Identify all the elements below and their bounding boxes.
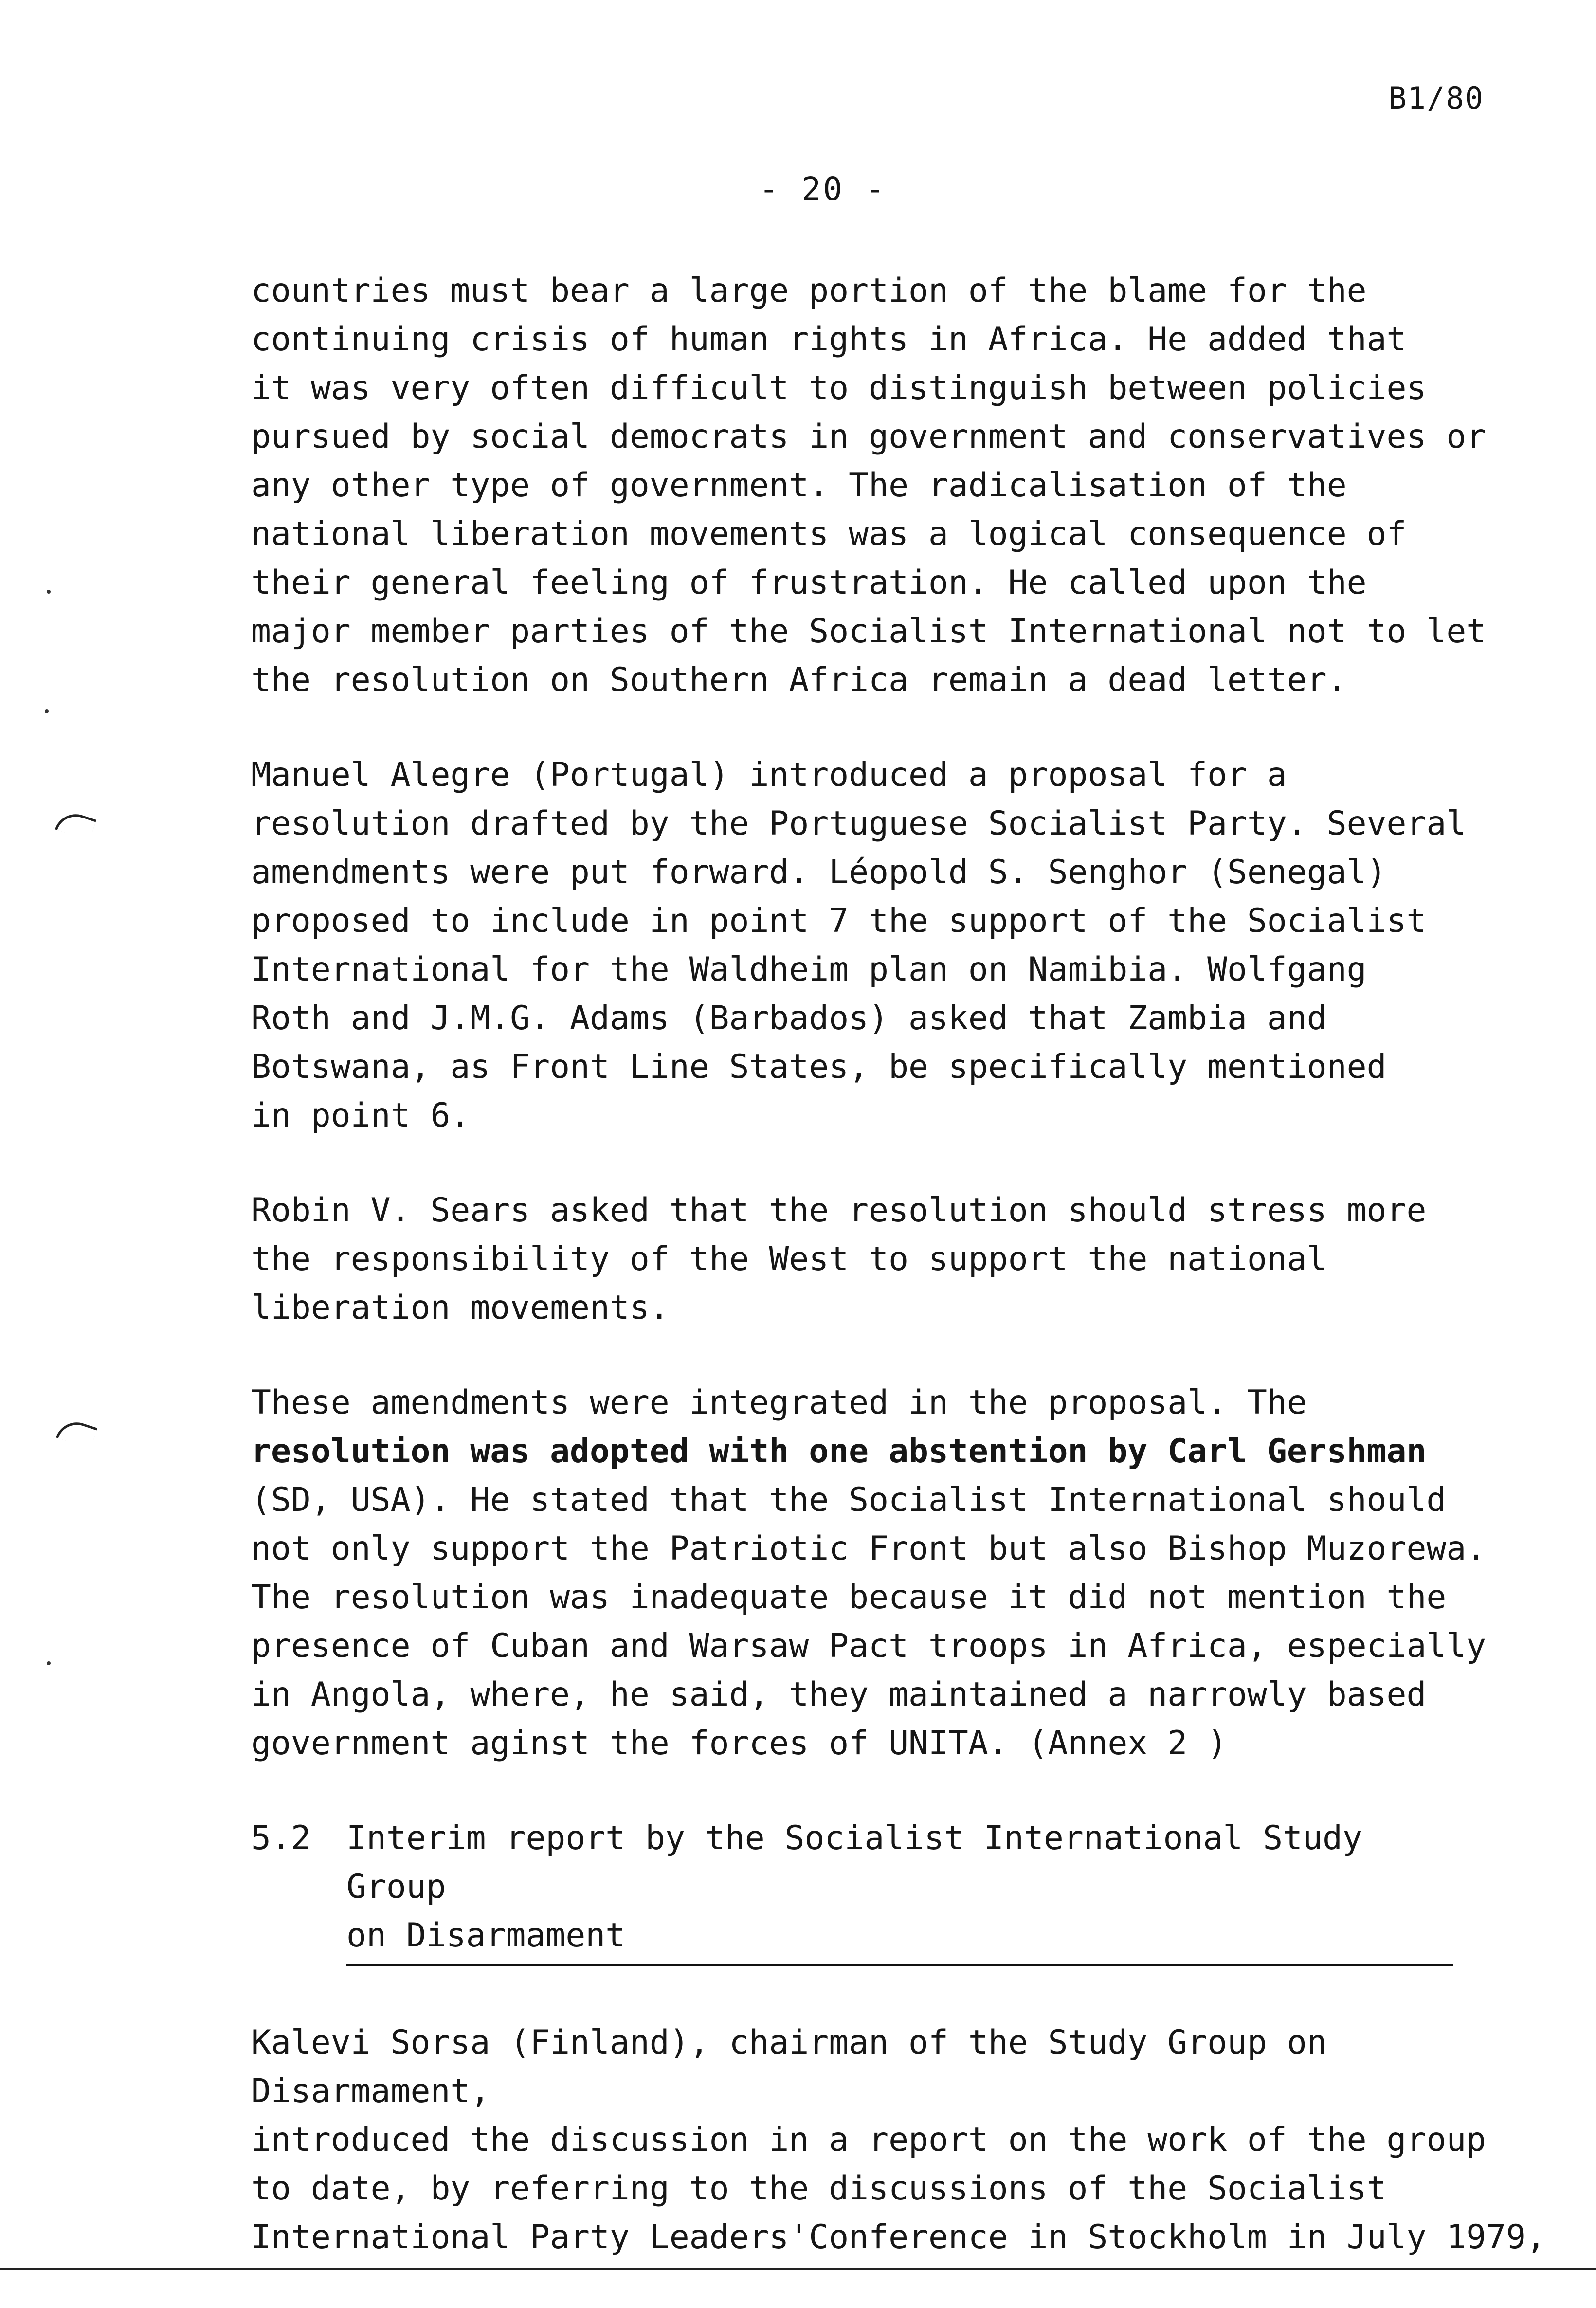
scan-speck [45,709,49,713]
section-title: Interim report by the Socialist International Study Group on Disarmament [346,1819,1362,1955]
paragraph-4-bold: resolution was adopted with one abstention by Carl Gershman [251,1432,1427,1471]
paragraph-4 [251,1379,1575,1768]
section-heading [251,1814,1453,1960]
margin-mark [56,1417,97,1449]
section-number: 5.2 [251,1819,311,1857]
paragraph-2: Manuel Alegre (Portugal) introduced a proposal for a resolution drafted by the Portuguese Socialist Party. Several amendments were put forward. Léopold S. Senghor (Senegal) proposed to include in point 7 the support of the Socialist International for the Waldheim plan on Namibia. Wolfgang Roth and J.M.G. Adams (Barbados) asked that Zambia and Botswana, as Front Line States, be specifically mentioned in point 6. [251,756,1467,1135]
paragraph-4-start: These amendments were integrated in the proposal. The [251,1383,1307,1422]
document-reference: B1/80 [1388,80,1484,116]
body-text [251,267,1575,2308]
paragraph-4-end: (SD, USA). He stated that the Socialist International should not only support the Patriotic Front but also Bishop Muzorewa. The resolution was inadequate because it did not mention the presence of Cuban and Warsaw Pact troops in Africa, especially in Angola, where, he said, they maintained a narrowly based government aginst the forces of UNITA. (Annex 2 ) [251,1481,1487,1763]
margin-mark [55,809,96,841]
paragraph-3: Robin V. Sears asked that the resolution should stress more the responsibility of the West to support the national liberation movements. [251,1191,1427,1327]
scan-speck [47,1661,51,1665]
scan-speck [47,590,51,594]
page-number: - 20 - [759,170,887,208]
paragraph-5: Kalevi Sorsa (Finland), chairman of the Study Group on Disarmament, introduced the discussion in a report on the work of the group to date, by referring to the discussions of the Socialist International Party Leaders'Conference in Stockholm in July 1979, [251,2023,1546,2256]
page-bottom-edge [0,2268,1596,2270]
paragraph-1: countries must bear a large portion of the blame for the continuing crisis of human rights in Africa. He added that it was very often difficult to distinguish between policies pursued by social democrats in government and conservatives or any other type of government. The radicalisation of the national liberation movements was a logical consequence of their general feeling of frustration. He called upon the major member parties of the Socialist International not to let the resolution on Southern Africa remain a dead letter. [251,272,1487,699]
section-title-underline [346,1964,1453,1966]
